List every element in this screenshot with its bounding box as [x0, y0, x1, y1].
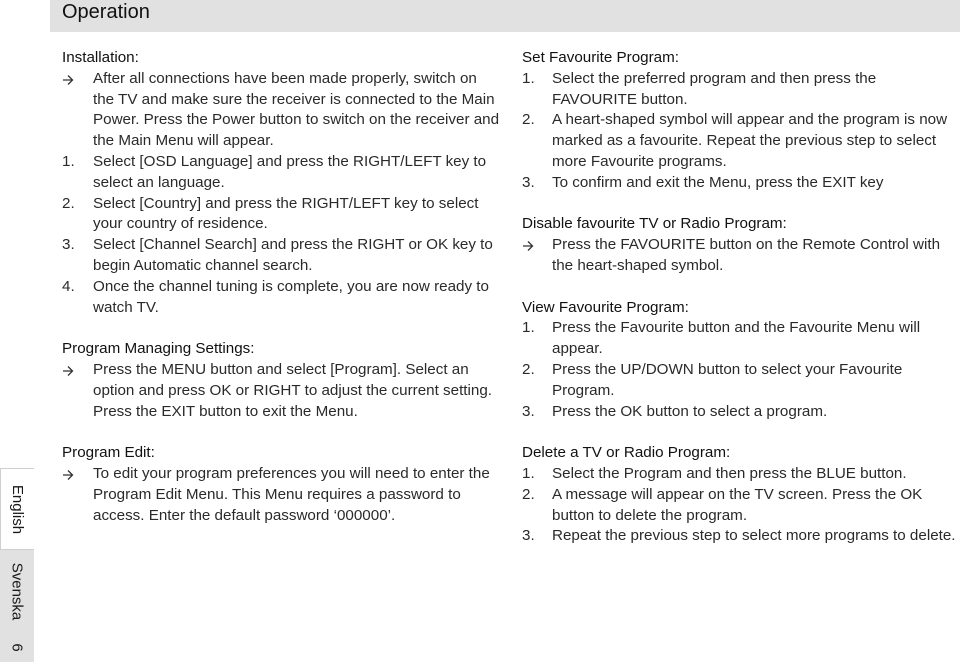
- section-heading: Program Edit:: [62, 444, 155, 462]
- list-number: 2.: [522, 485, 535, 503]
- list-item: [522, 360, 960, 402]
- list-item-text: To edit your program preferences you will need to enter the Program Edit Menu. This Menu requires a password to access. Enter the default password ‘000000’.: [93, 464, 490, 524]
- section-heading: Disable favourite TV or Radio Program:: [522, 215, 787, 233]
- list-item-text: Press the MENU button and select [Program]. Select an option and press OK or RIGHT to adjust the current setting. Press the EXIT button to exit the Menu.: [93, 360, 493, 420]
- list-item-text: Select [Channel Search] and press the RIGHT or OK key to begin Automatic channel search.: [93, 236, 493, 274]
- language-tab-svenska: [0, 550, 34, 632]
- list-item: [522, 235, 960, 277]
- list-item-text: A heart-shaped symbol will appear and the program is now marked as a favourite. Repeat the previous step to select more Favourite programs.: [552, 111, 948, 170]
- list-item-text: Press the UP/DOWN button to select your Favourite Program.: [552, 360, 903, 399]
- section-heading: Set Favourite Program:: [522, 49, 679, 66]
- list-item: [522, 526, 960, 547]
- list-number: 3.: [62, 236, 75, 254]
- list-item: [522, 173, 960, 194]
- section-heading: View Favourite Program:: [522, 298, 689, 316]
- section: [522, 214, 960, 276]
- section-heading: Delete a TV or Radio Program:: [522, 444, 731, 462]
- page-header: [50, 0, 960, 32]
- section: [522, 48, 960, 194]
- list-item: [62, 69, 502, 152]
- list-item-text: After all connections have been made properly, switch on the TV and make sure the receiver is connected to the Main Power. Press the Power button to switch on the receiver and the Main Menu will appear.: [93, 69, 500, 150]
- list-number: 3.: [522, 527, 535, 545]
- list-item-text: Press the Favourite button and the Favourite Menu will appear.: [552, 319, 921, 358]
- language-tab-svenska-label: Svenska: [8, 562, 26, 620]
- list-item-text: Press the FAVOURITE button on the Remote Control with the heart-shaped symbol.: [552, 236, 941, 274]
- list-item-text: Press the OK button to select a program.: [552, 402, 828, 420]
- list-item-text: Repeat the previous step to select more programs to delete.: [552, 527, 956, 545]
- arrow-right-icon: [62, 69, 93, 152]
- section-heading: Installation:: [62, 49, 139, 66]
- language-tab-english-label: English: [9, 484, 27, 534]
- language-tab-english: [0, 468, 34, 550]
- list-item-text: Once the channel tuning is complete, you are now ready to watch TV.: [93, 277, 489, 316]
- list-item: [522, 69, 960, 111]
- section: [62, 443, 502, 526]
- list-number: 2.: [62, 194, 75, 212]
- list-item-text: Select the Program and then press the BLUE button.: [552, 464, 907, 482]
- list-item: [522, 464, 960, 485]
- list-number: 3.: [522, 402, 535, 420]
- section-heading: Program Managing Settings:: [62, 340, 255, 358]
- list-item: [62, 235, 502, 277]
- list-item: [522, 485, 960, 527]
- list-number: 1.: [522, 69, 535, 87]
- section: [522, 443, 960, 547]
- list-item-text: To confirm and exit the Menu, press the EXIT key: [552, 173, 884, 191]
- list-item: [62, 464, 502, 526]
- list-item-text: Select the preferred program and then press the FAVOURITE button.: [552, 69, 877, 108]
- right-column: [522, 48, 960, 568]
- arrow-right-icon: [62, 464, 93, 526]
- list-item: [522, 402, 960, 423]
- list-item: [62, 277, 502, 319]
- page-title: Operation: [62, 1, 150, 23]
- arrow-right-icon: [62, 360, 93, 422]
- section: [62, 48, 502, 318]
- list-number: 4.: [62, 277, 75, 295]
- left-column: [62, 48, 502, 547]
- list-number: 1.: [522, 319, 535, 337]
- list-item: [62, 360, 502, 422]
- list-item: [62, 194, 502, 236]
- list-number: 3.: [522, 173, 535, 191]
- list-item: [522, 318, 960, 360]
- list-item: [522, 110, 960, 172]
- list-number: 2.: [522, 111, 535, 129]
- arrow-right-icon: [522, 235, 552, 277]
- list-number: 2.: [522, 360, 535, 378]
- page-number: [0, 632, 34, 662]
- list-item-text: A message will appear on the TV screen. Press the OK button to delete the program.: [552, 485, 923, 524]
- section: [522, 298, 960, 423]
- list-item-text: Select [Country] and press the RIGHT/LEFT key to select your country of residence.: [93, 194, 479, 233]
- section: [62, 339, 502, 422]
- list-number: 1.: [522, 464, 535, 482]
- list-number: 1.: [62, 152, 75, 170]
- list-item: [62, 152, 502, 194]
- page-number-label: 6: [8, 642, 26, 652]
- list-item-text: Select [OSD Language] and press the RIGHT/LEFT key to select an language.: [93, 152, 487, 191]
